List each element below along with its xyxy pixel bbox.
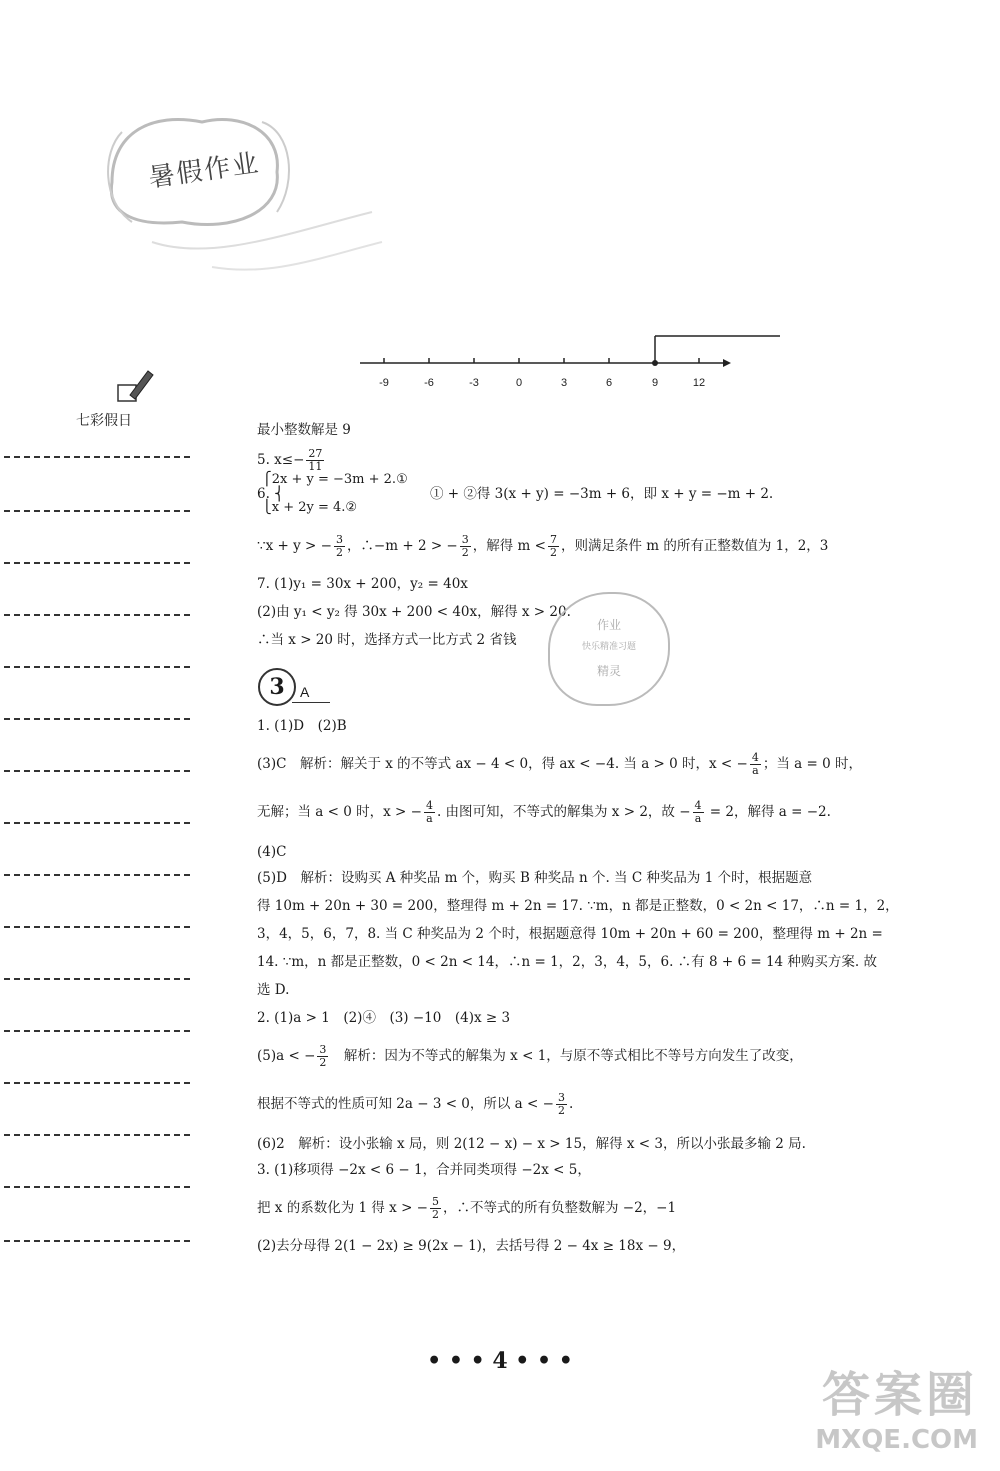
fraction: $\frac{3}{2}$ [557, 1091, 565, 1117]
note-line [4, 978, 190, 980]
answer-1-5-cont: 3，4，5，6，7，8. 当 C 种奖品为 2 个时，根据题意得 10m + 20n + 60 = 200，整理得 m + 2n = [257, 926, 883, 942]
answer-1-5-cont: 14. ∵m，n 都是正整数，0 < 2n < 14，∴n = 1，2，3，4，5，6. ∴有 8 + 6 = 14 种购买方案. 故 [257, 954, 877, 970]
tick-label: 3 [560, 377, 568, 389]
tick-label: 9 [651, 377, 659, 389]
section-rule [292, 702, 330, 703]
answer-text: 5. x≤− [257, 452, 305, 468]
pencil-icon [116, 365, 156, 410]
answer-3-2: (2)去分母得 2(1 − 2x) ≥ 9(2x − 1)，去括号得 2 − 4x ≥ 18x − 9， [257, 1238, 686, 1254]
answer-1-5-cont: 选 D. [257, 982, 290, 998]
answer-1-4: (4)C [257, 844, 287, 860]
tick-label: -9 [379, 377, 389, 389]
note-line [4, 1186, 190, 1188]
answer-2-6: (6)2 解析：设小张输 x 局，则 2(12 − x) − x > 15，解得 x < 3，所以小张最多输 2 局. [257, 1136, 806, 1152]
section-number-badge: 3 [258, 668, 296, 706]
answer-3-1-cont: 把 x 的系数化为 1 得 x > − $\frac{5}{2}$ ，∴不等式的所有负整数解为 −2，−1 [257, 1195, 677, 1221]
answer-2-5-cont: 根据不等式的性质可知 2a − 3 < 0，所以 a < − $\frac{3}{2}$ . [257, 1091, 574, 1117]
watermark: 答案圈 MXQE.COM [815, 1367, 978, 1455]
answer-2-5: (5)a < − $\frac{3}{2}$ 解析：因为不等式的解集为 x < 1，与原不等式相比不等号方向发生了改变， [257, 1043, 803, 1069]
answer-line: 最小整数解是 9 [257, 422, 351, 438]
note-line [4, 926, 190, 928]
tick-label: -6 [424, 377, 434, 389]
section-letter: A [300, 684, 310, 700]
note-line [4, 1030, 190, 1032]
note-line [4, 770, 190, 772]
fraction: $\frac{5}{2}$ [431, 1195, 439, 1221]
fraction: $\frac{3}{2}$ [319, 1043, 327, 1069]
tick-label: 12 [692, 377, 706, 389]
fraction: $\frac{4}{a}$ [425, 799, 433, 825]
header-badge-ornament [92, 92, 392, 292]
answer-7-1: 7. (1)y₁ = 30x + 200，y₂ = 40x [257, 576, 468, 592]
system-eq-1: ⎧2x + y = −3m + 2.① [262, 472, 408, 487]
note-line [4, 822, 190, 824]
note-line [4, 666, 190, 668]
fraction: $\frac{7}{2}$ [549, 533, 557, 559]
answer-1-1: 1. (1)D (2)B [257, 718, 347, 734]
solution-endpoint [652, 360, 658, 366]
number-line-arrow [723, 359, 731, 367]
system-label: 6. ⎨ [257, 486, 285, 502]
answer-3-1: 3. (1)移项得 −2x < 6 − 1，合并同类项得 −2x < 5， [257, 1162, 591, 1178]
page-number: • • • 4 • • • [427, 1348, 573, 1374]
fraction: $\frac{3}{2}$ [461, 533, 469, 559]
answer-1-3: (3)C 解析：解关于 x 的不等式 ax − 4 < 0，得 ax < −4. 当 a > 0 时，x < − $\frac{4}{a}$ ；当 a = 0 时， [257, 751, 862, 777]
fraction: $\frac{4}{a}$ [751, 751, 759, 777]
header-badge-title: 暑假作业 [146, 148, 262, 194]
answer-1-5-cont: 得 10m + 20n + 30 = 200，整理得 m + 2n = 17. ∵m，n 都是正整数，0 < 2n < 17，∴n = 1，2， [257, 898, 899, 914]
answer-7-conclusion: ∴当 x > 20 时，选择方式一比方式 2 省钱 [257, 632, 517, 648]
tick-label: 0 [515, 377, 523, 389]
tick-label: -3 [469, 377, 479, 389]
note-line [4, 874, 190, 876]
note-line [4, 614, 190, 616]
answer-2: 2. (1)a > 1 (2)④ (3) −10 (4)x ≥ 3 [257, 1010, 511, 1026]
note-line [4, 1240, 190, 1242]
fraction: $\frac{4}{a}$ [694, 799, 702, 825]
note-line [4, 510, 190, 512]
answer-6-conclusion: ∵x + y > − $\frac{3}{2}$ ，∴−m + 2 > − $\frac{3}{2}$ ，解得 m < $\frac{7}{2}$ ，则满足条件 m 的所有正整数值为 1，2，3 [257, 533, 829, 559]
fraction: $\frac{27}{11}$ [308, 447, 323, 473]
note-line [4, 1134, 190, 1136]
answer-1-3-cont: 无解；当 a < 0 时，x > − $\frac{4}{a}$ . 由图可知，不等式的解集为 x > 2，故 − $\frac{4}{a}$ = 2，解得 a = −2. [257, 799, 831, 825]
faded-stamp: 作业 快乐精准习题 精灵 [548, 592, 670, 706]
system-eq-2: ⎩x + 2y = 4.② [262, 500, 358, 515]
tick-label: 6 [605, 377, 613, 389]
fraction: $\frac{3}{2}$ [335, 533, 343, 559]
number-line [355, 330, 795, 412]
note-line [4, 1082, 190, 1084]
note-line [4, 718, 190, 720]
note-line [4, 456, 190, 458]
system-solution: ① + ②得 3(x + y) = −3m + 6，即 x + y = −m + 2. [430, 486, 774, 502]
note-line [4, 562, 190, 564]
sidebar-label: 七彩假日 [76, 413, 132, 429]
answer-1-5: (5)D 解析：设购买 A 种奖品 m 个，购买 B 种奖品 n 个. 当 C 种奖品为 1 个时，根据题意 [257, 870, 813, 886]
answer-7-2: (2)由 y₁ < y₂ 得 30x + 200 < 40x，解得 x > 20. [257, 604, 571, 620]
